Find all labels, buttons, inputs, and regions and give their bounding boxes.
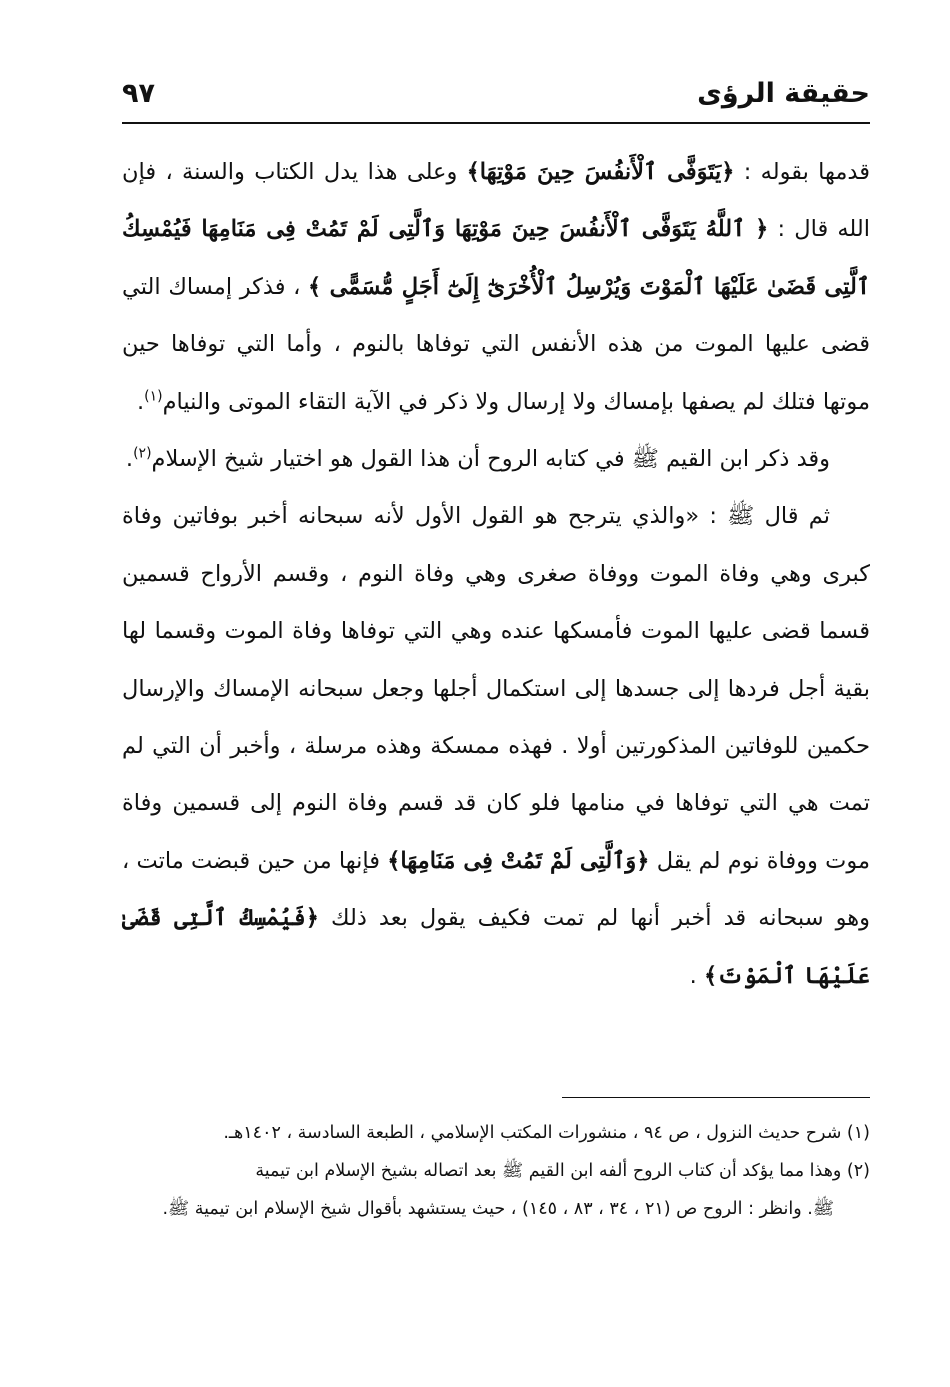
- main-text: [122, 144, 870, 1005]
- paragraph-1-end: .: [136, 388, 145, 415]
- page-number: ٩٧: [122, 78, 155, 109]
- paragraph-3: [122, 488, 870, 1005]
- paragraph-1-text-3: ، فذكر إمساك التي قضى عليها الموت من هذه الأنفس التي توفاها بالنوم ، وأما التي توفاها حين موتها فتلك لم يصفها بإمساك ولا إرسال ولا ذكر في الآية التقاء الموتى والنيام: [122, 273, 870, 415]
- page-header: [122, 70, 870, 124]
- paragraph-2: [122, 431, 870, 488]
- paragraph-1-text-1: قدمها بقوله :: [734, 159, 870, 185]
- running-title: حقيقة الرؤى: [697, 78, 870, 109]
- footnote-2: (٢) وهذا مما يؤكد أن كتاب الروح ألفه ابن القيم ﷺ بعد اتصاله بشيخ الإسلام ابن تيمية: [255, 1161, 870, 1181]
- footnote-ref-2: (٢): [133, 445, 152, 462]
- paragraph-3-text-2: فإنها من حين قبضت ماتت ، وهو سبحانه قد أخبر أنها لم تمت فكيف يقول بعد ذلك: [122, 847, 870, 932]
- footnote-divider: [562, 1097, 870, 1098]
- quran-quote-3: ﴿وَٱلَّتِى لَمْ تَمُتْ فِى مَنَامِهَا﴾: [387, 847, 650, 874]
- paragraph-3-text-1: ثم قال ﷺ : «والذي يترجح هو القول الأول لأنه سبحانه أخبر بوفاتين وفاة كبرى وهي وفاة الموت ووفاة صغرى وهي وفاة النوم ، وقسم الأرواح قسمين قسما قضى عليها الموت فأمسكها عنده وهي التي توفاها وفاة الموت وقسما لها بقية أجل فردها إلى جسدها إلى استكمال أجلها وجعل سبحانه الإمساك والإرسال حكمين للوفاتين المذكورتين أولا . فهذه ممسكة وهذه مرسلة ، وأخبر أن التي لم تمت هي التي توفاها في منامها فلو كان قد قسم وفاة النوم إلى قسمين وفاة موت ووفاة نوم لم يقل: [122, 503, 870, 874]
- paragraph-3-end: .: [689, 962, 704, 989]
- footnote-ref-1: (١): [144, 388, 163, 405]
- quran-quote-2: ﴿ ٱللَّهُ يَتَوَفَّى ٱلْأَنفُسَ حِينَ مَوْتِهَا وَٱلَّتِى لَمْ تَمُتْ فِى مَنَامِهَا فَيُمْسِكُ ٱلَّتِى قَضَىٰ عَلَيْهَا ٱلْمَوْتَ وَيُرْسِلُ ٱلْأُخْرَىٰٓ إِلَىٰٓ أَجَلٍ مُّسَمًّى ﴾: [122, 216, 871, 300]
- paragraph-1: [122, 144, 870, 431]
- paragraph-2-text: وقد ذكر ابن القيم ﷺ في كتابه الروح أن هذا القول هو اختيار شيخ الإسلام: [151, 446, 830, 473]
- quran-quote-1: ﴿يَتَوَفَّى ٱلْأَنفُسَ حِينَ مَوْتِهَا﴾: [466, 159, 735, 185]
- footnote-2-continued: ﷺ. وانظر : الروح ص (٢١ ، ٣٤ ، ٨٣ ، ١٤٥) ، حيث يستشهد بأقوال شيخ الإسلام ابن تيمية ﷺ.: [162, 1199, 834, 1219]
- quran-quote-4: ﴿فَيُمْسِكُ ٱلَّتِى قَضَىٰ عَلَيْهَا ٱلْمَوْتَ﴾: [122, 905, 870, 989]
- footnote-1: (١) شرح حديث النزول ، ص ٩٤ ، منشورات المكتب الإسلامي ، الطبعة السادسة ، ١٤٠٢هـ.: [223, 1123, 870, 1143]
- paragraph-1-text-2: وعلى هذا يدل الكتاب والسنة ، فإن الله قال :: [122, 159, 870, 243]
- footnotes: [122, 1114, 870, 1228]
- paragraph-2-end: .: [125, 446, 134, 473]
